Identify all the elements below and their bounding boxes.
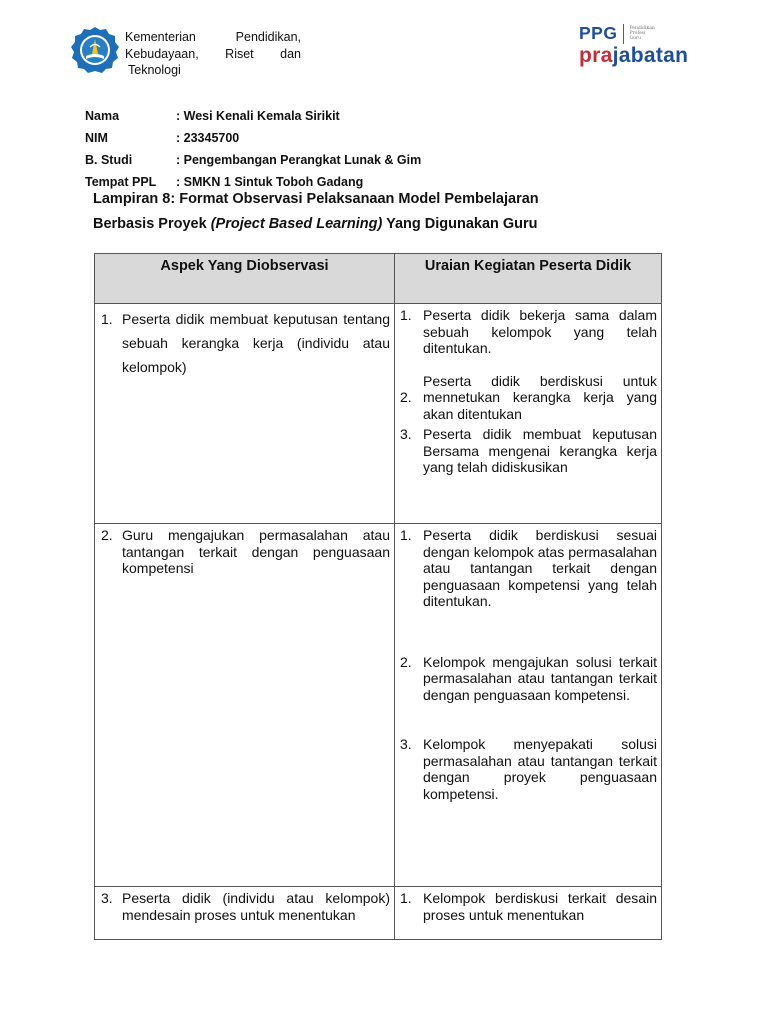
aspek-cell: 3. Peserta didik (individu atau kelompok) mendesain proses untuk menentukan: [95, 887, 395, 940]
header-uraian: Uraian Kegiatan Peserta Didik: [395, 254, 662, 304]
uraian-item: 3. Peserta didik membuat keputusan Bersama mengenai kerangka kerja yang telah didiskusikan: [400, 426, 657, 475]
header-aspek: Aspek Yang Diobservasi: [95, 254, 395, 304]
uraian-cell: [395, 524, 662, 887]
uraian-item: 3. Kelompok menyepakati solusi permasalahan atau tantangan terkait dengan proyek penguasaan kompetensi.: [400, 736, 657, 802]
uraian-cell: [395, 887, 662, 940]
ppg-text: PPG: [579, 23, 618, 43]
observation-table: [94, 253, 662, 940]
uraian-item: 1. Peserta didik berdiskusi sesuai dengan kelompok atas permasalahan atau tantangan terkait dengan penguasaan kompetensi yang telah ditentukan.: [400, 527, 657, 609]
ministry-line1-a: Kementerian: [125, 30, 196, 44]
ppg-subtitle: Pendidikan Profesi Guru: [629, 25, 655, 42]
aspek-cell: 1. Peserta didik membuat keputusan tentang sebuah kerangka kerja (individu atau kelompok): [95, 304, 395, 524]
identity-tempat-ppl: Tempat PPL : SMKN 1 Sintuk Toboh Gadang: [85, 175, 364, 189]
ministry-line3: Teknologi: [128, 63, 181, 77]
ppg-prajabatan-logo: [579, 23, 699, 71]
kemendikbud-logo: [70, 25, 120, 75]
table-row: [95, 887, 662, 940]
aspek-cell: 2. Guru mengajukan permasalahan atau tantangan terkait dengan penguasaan kompetensi: [95, 524, 395, 887]
uraian-cell: [395, 304, 662, 524]
table-row: [95, 304, 662, 524]
ministry-line1-b: Pendidikan,: [235, 30, 301, 44]
identity-nama: Nama : Wesi Kenali Kemala Sirikit: [85, 109, 340, 123]
uraian-item: 2. Kelompok mengajukan solusi terkait permasalahan atau tantangan terkait dengan penguasaan kompetensi.: [400, 653, 657, 703]
ministry-line2-b: Riset: [225, 46, 254, 61]
ppg-divider: [623, 24, 624, 44]
uraian-item: 2. Peserta didik berdiskusi untuk mennetukan kerangka kerja yang akan ditentukan: [400, 372, 657, 422]
ministry-line2-c: dan: [280, 46, 301, 61]
table-header-row: [95, 254, 662, 304]
identity-bidang-studi: B. Studi : Pengembangan Perangkat Lunak & Gim: [85, 153, 422, 167]
table-row: [95, 524, 662, 887]
ministry-name: [125, 29, 301, 79]
uraian-item: 1. Peserta didik bekerja sama dalam sebuah kelompok yang telah ditentukan.: [400, 307, 657, 356]
document-title-line2: Berbasis Proyek (Project Based Learning) Yang Digunakan Guru: [93, 216, 538, 232]
identity-nim: NIM : 23345700: [85, 131, 240, 145]
ppg-wordmark: prajabatan: [579, 44, 689, 67]
document-title-line1: Lampiran 8: Format Observasi Pelaksanaan Model Pembelajaran: [93, 191, 539, 207]
ministry-line2-a: Kebudayaan,: [125, 46, 199, 61]
uraian-item: 1. Kelompok berdiskusi terkait desain proses untuk menentukan: [400, 890, 657, 923]
